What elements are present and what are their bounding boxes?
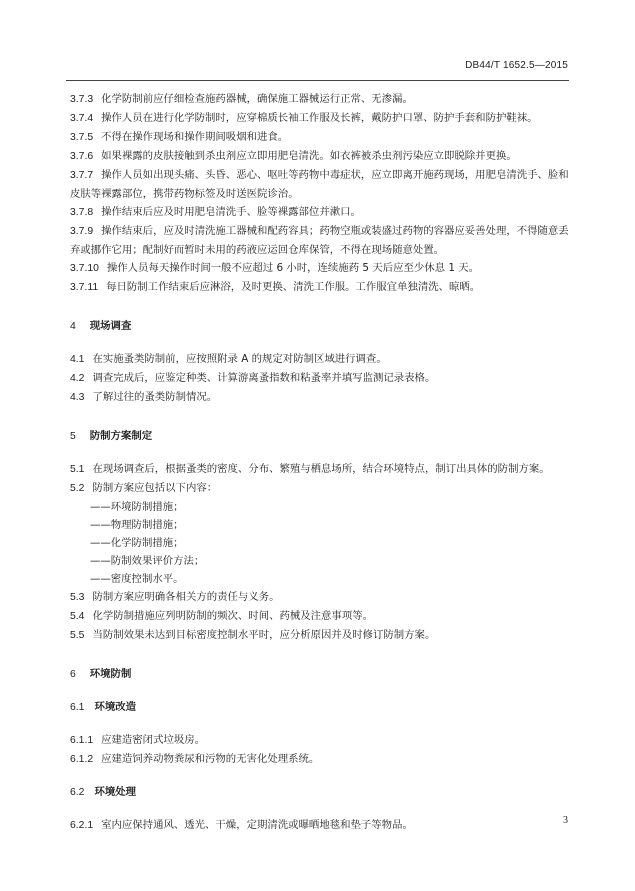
clause: 3.7.3 化学防制前应仔细检查施药器械，确保施工器械运行正常、无渗漏。 (70, 93, 413, 105)
clause: 3.7.9 操作结束后，应及时清洗施工器械和配药容具；药物空瓶或装盛过药物的容器应妥善处理，不得随意丢弃或挪作它用；配制好而暂时未用的药液应运回仓库保管，不得在现场随意处置。 (70, 225, 569, 256)
dash-list-item: ——密度控制水平。 (90, 573, 184, 585)
clause: 5.3 防制方案应明确各相关方的责任与义务。 (70, 591, 280, 603)
clause: 5.5 当防制效果未达到目标密度控制水平时，应分析原因并及时修订防制方案。 (70, 629, 436, 641)
clause: 6.1.2 应建造饲养动物粪尿和污物的无害化处理系统。 (70, 753, 320, 765)
document-body (70, 90, 570, 835)
clause: 4.3 了解过往的蚤类防制情况。 (70, 391, 218, 403)
clause: 3.7.4 操作人员在进行化学防制时，应穿棉质长袖工作服及长裤，戴防护口罩、防护手套和防护鞋袜。 (70, 112, 538, 124)
page-number: 3 (563, 815, 568, 826)
subsection-heading-6-1: 6.1 环境改造 (70, 701, 137, 713)
clause: 3.7.8 操作结束后应及时用肥皂清洗手、脸等裸露部位并漱口。 (70, 206, 361, 218)
dash-list-item: ——环境防制措施； (90, 501, 184, 513)
clause: 4.2 调查完成后，应鉴定种类、计算游离蚤指数和粘蚤率并填写监测记录表格。 (70, 372, 436, 384)
clause: 3.7.11 每日防制工作结束后应淋浴，及时更换、清洗工作服。工作服宜单独清洗、晾晒。 (70, 281, 481, 293)
clause-list-3-7 (70, 90, 570, 297)
clause: 5.2 防制方案应包括以下内容： (70, 482, 218, 494)
clause: 3.7.7 操作人员如出现头痛、头昏、恶心、呕吐等药物中毒症状，应立即离开施药现场，用肥皂清洗手、脸和皮肤等裸露部位，携带药物标签及时送医院诊治。 (70, 169, 569, 200)
clause: 3.7.10 操作人员每天操作时间一般不应超过 6 小时，连续施药 5 天后应至少休息 1 天。 (70, 262, 480, 274)
section-heading-4: 4 现场调查 (70, 320, 132, 332)
header-rule (66, 80, 569, 81)
clause: 3.7.6 如果裸露的皮肤接触到杀虫剂应立即用肥皂清洗。如衣裤被杀虫剂污染应立即脱除并更换。 (70, 150, 517, 162)
section-heading-6: 6 环境防制 (70, 668, 132, 680)
clause: 5.1 在现场调查后，根据蚤类的密度、分布、繁殖与栖息场所，结合环境特点，制订出具体的防制方案。 (70, 463, 550, 475)
dash-list-item: ——物理防制措施； (90, 519, 184, 531)
clause: 4.1 在实施蚤类防制前，应按照附录 A 的规定对防制区域进行调查。 (70, 353, 387, 365)
dash-list-item: ——防制效果评价方法； (90, 555, 205, 567)
dash-list-item: ——化学防制措施； (90, 537, 184, 549)
subsection-heading-6-2: 6.2 环境处理 (70, 786, 137, 798)
clause: 6.2.1 室内应保持通风、透光、干燥，定期清洗或曝晒地毯和垫子等物品。 (70, 819, 413, 831)
section-heading-5: 5 防制方案制定 (70, 430, 153, 442)
clause: 5.4 化学防制措施应列明防制的频次、时间、药械及注意事项等。 (70, 610, 373, 622)
clause: 6.1.1 应建造密闭式垃圾房。 (70, 734, 206, 746)
clause: 3.7.5 不得在操作现场和操作期间吸烟和进食。 (70, 131, 289, 143)
standard-code: DB44/T 1652.5—2015 (465, 60, 568, 71)
